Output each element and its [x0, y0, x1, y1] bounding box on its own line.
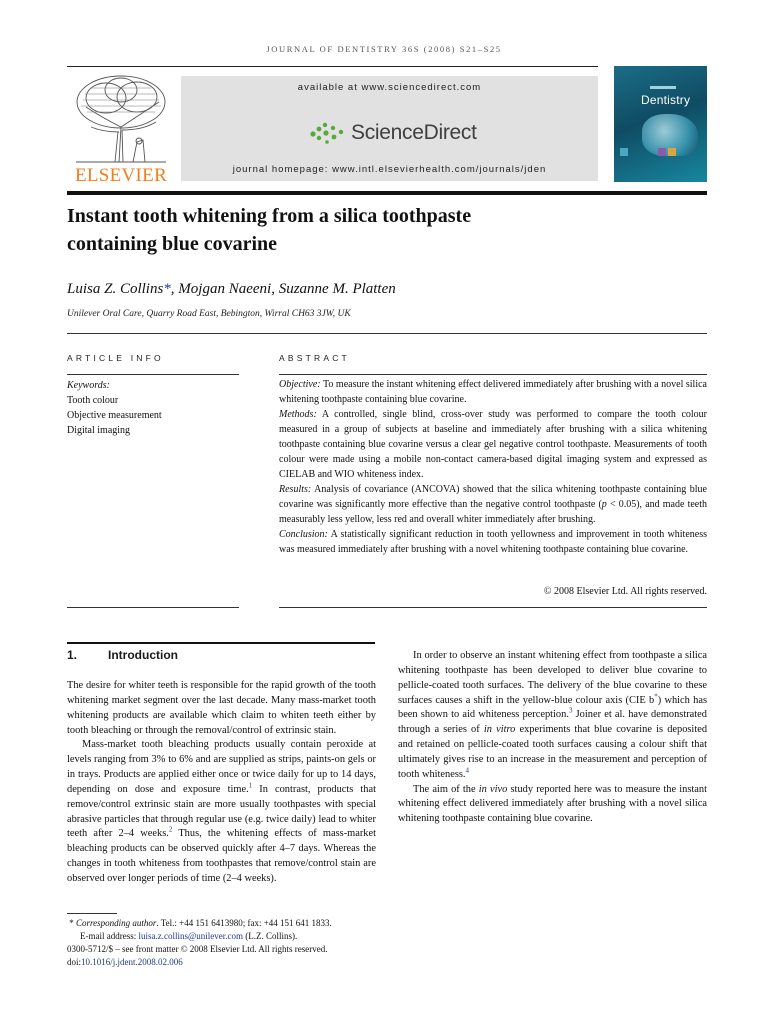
- keywords-heading: Keywords:: [67, 380, 110, 391]
- paragraph: The aim of the in vivo study reported here was to measure the instant whitening effect delivered immediately after brushing with a novel silica whitening toothpaste containing blue covarine.: [398, 783, 707, 825]
- section-rule: [279, 607, 707, 608]
- sciencedirect-wordmark: ScienceDirect: [351, 121, 477, 144]
- corresponding-author-mark[interactable]: *: [163, 281, 171, 297]
- sciencedirect-logo[interactable]: [307, 118, 477, 148]
- intro-rule: [67, 642, 375, 644]
- article-info-label: ARTICLE INFO: [67, 353, 164, 363]
- doi-line: doi:10.1016/j.jdent.2008.02.006: [67, 957, 183, 967]
- abstract-body: [279, 377, 707, 557]
- abstract-label: ABSTRACT: [279, 353, 350, 363]
- citation-3[interactable]: 3: [568, 706, 573, 715]
- elsevier-tree-icon: [71, 72, 171, 164]
- section-rule: [67, 607, 239, 608]
- section-title: Introduction: [108, 648, 178, 662]
- citation-2[interactable]: 2: [168, 825, 173, 834]
- cover-bar: [650, 86, 676, 89]
- doi-link[interactable]: 10.1016/j.jdent.2008.02.006: [81, 957, 183, 967]
- abstract-methods: Methods: A controlled, single blind, cross-over study was performed to compare the tooth colour measured in a group of subjects at baseline and immediately after brushing with a silica whitening toothpaste containing blue covarine versus a clear gel negative control toothpaste. Measurements of tooth colour were made using a mobile non-contact camera-based digital imaging system and expressed as CIELAB and WIO whiteness index.: [279, 409, 707, 480]
- keyword: Digital imaging: [67, 425, 131, 436]
- keyword: Tooth colour: [67, 395, 119, 406]
- section-rule: [67, 333, 707, 334]
- section-number: 1.: [67, 648, 78, 662]
- section-rule: [67, 374, 239, 375]
- citation-1[interactable]: 1: [248, 781, 253, 790]
- elsevier-wordmark: ELSEVIER: [74, 165, 168, 186]
- author-list: [67, 281, 396, 298]
- cover-swatch: [658, 148, 666, 156]
- cover-title: Dentistry: [641, 93, 691, 107]
- paragraph: In order to observe an instant whitening effect from toothpaste a silica whitening toothpaste has been developed to deliver blue covarine to pellicle-coated tooth surfaces. The delivery of the blue covarine to these surfaces causes a shift in the yellow-blue colour axis (CIE b*) which has been shown to aid whiteness perception.$^3$ Joiner et al. have demonstrated through a series of in vitro experiments that blue covarine is deposited and retained on pellicle-coated tooth surfaces causing a colour shift that ultimately gives rise to an increase in the measurement and perception of tooth whiteness.$^4$: [398, 650, 708, 780]
- paragraph: Mass-market tooth bleaching products usually contain peroxide at levels ranging from 3% to 6% and are supplied as strips, paints-on gels or in trays. Products are applied either once or twice daily for up to 14 days, depending on dose and exposure time.$^1$ In contrast, products that remove/control extrinsic stain are more usually toothpastes with special abrasive particles that through regular use (e.g. twice daily) lead to whiter teeth after 2–4 weeks.$^2$ Thus, the whitening effects of mass-market bleaching products can be observed quickly after 4–7 days. Whereas the changes in tooth whiteness from toothpastes that remove/control stain are observed over longer periods of time (2–4 weeks).: [67, 739, 376, 884]
- email-link[interactable]: luisa.z.collins@unilever.com: [138, 931, 243, 941]
- section-rule: [279, 374, 707, 375]
- citation-4[interactable]: 4: [465, 766, 470, 775]
- right-column: [398, 649, 707, 827]
- title-rule: [67, 191, 707, 195]
- cover-swatch: [668, 148, 676, 156]
- sciencedirect-dots-icon: [307, 120, 347, 146]
- elsevier-logo[interactable]: [67, 72, 175, 184]
- cover-swatch: [620, 148, 628, 156]
- corresponding-author-footnote: * Corresponding author. Tel.: +44 151 6413980; fax: +44 151 641 1833.: [69, 918, 332, 928]
- article-title: [67, 202, 687, 258]
- running-head: JOURNAL OF DENTISTRY 36S (2008) S21–S25: [266, 44, 502, 54]
- title-line: containing blue covarine: [67, 233, 278, 255]
- keyword: Objective measurement: [67, 410, 162, 421]
- author-names: , Mojgan Naeeni, Suzanne M. Platten: [170, 281, 396, 297]
- footnote-rule: [67, 913, 117, 914]
- abstract-objective: Objective: To measure the instant whitening effect delivered immediately after brushing with a novel silica whitening toothpaste containing blue covarine.: [279, 379, 707, 405]
- available-at-link[interactable]: available at www.sciencedirect.com: [297, 82, 482, 93]
- header-rule: [67, 66, 598, 67]
- abstract-copyright: © 2008 Elsevier Ltd. All rights reserved.: [543, 586, 707, 597]
- title-line: Instant tooth whitening from a silica toothpaste: [67, 205, 472, 227]
- keywords-block: [67, 378, 162, 438]
- affiliation: Unilever Oral Care, Quarry Road East, Bebington, Wirral CH63 3JW, UK: [67, 309, 351, 319]
- abstract-results: Results: Analysis of covariance (ANCOVA) showed that the silica whitening toothpaste containing blue covarine was significantly more effective than the negative control toothpaste (p < 0.05), and made teeth measurably less yellow, less red and overall whiter immediately after brushing.: [279, 484, 708, 525]
- sciencedirect-banner: [181, 76, 598, 181]
- author-name: Luisa Z. Collins: [67, 281, 164, 297]
- email-footnote: E-mail address: luisa.z.collins@unilever.com (L.Z. Collins).: [80, 931, 298, 941]
- left-column: [67, 679, 376, 887]
- paragraph: The desire for whiter teeth is responsible for the rapid growth of the tooth whitening market segment over the last decade. Many mass-market tooth whitening products are available which claim to whiten teeth either by tooth bleaching or through the removal/control of extrinsic stain.: [67, 680, 376, 736]
- issn-line: 0300-5712/$ – see front matter © 2008 Elsevier Ltd. All rights reserved.: [67, 944, 328, 954]
- journal-homepage-link[interactable]: journal homepage: www.intl.elsevierhealth.com/journals/jden: [232, 164, 547, 175]
- journal-cover[interactable]: [614, 66, 707, 182]
- section-heading-introduction: [67, 648, 178, 662]
- abstract-conclusion: Conclusion: A statistically significant reduction in tooth yellowness and improvement in tooth whiteness was measured immediately after brushing with a novel whitening toothpaste containing blue covarine.: [279, 529, 707, 555]
